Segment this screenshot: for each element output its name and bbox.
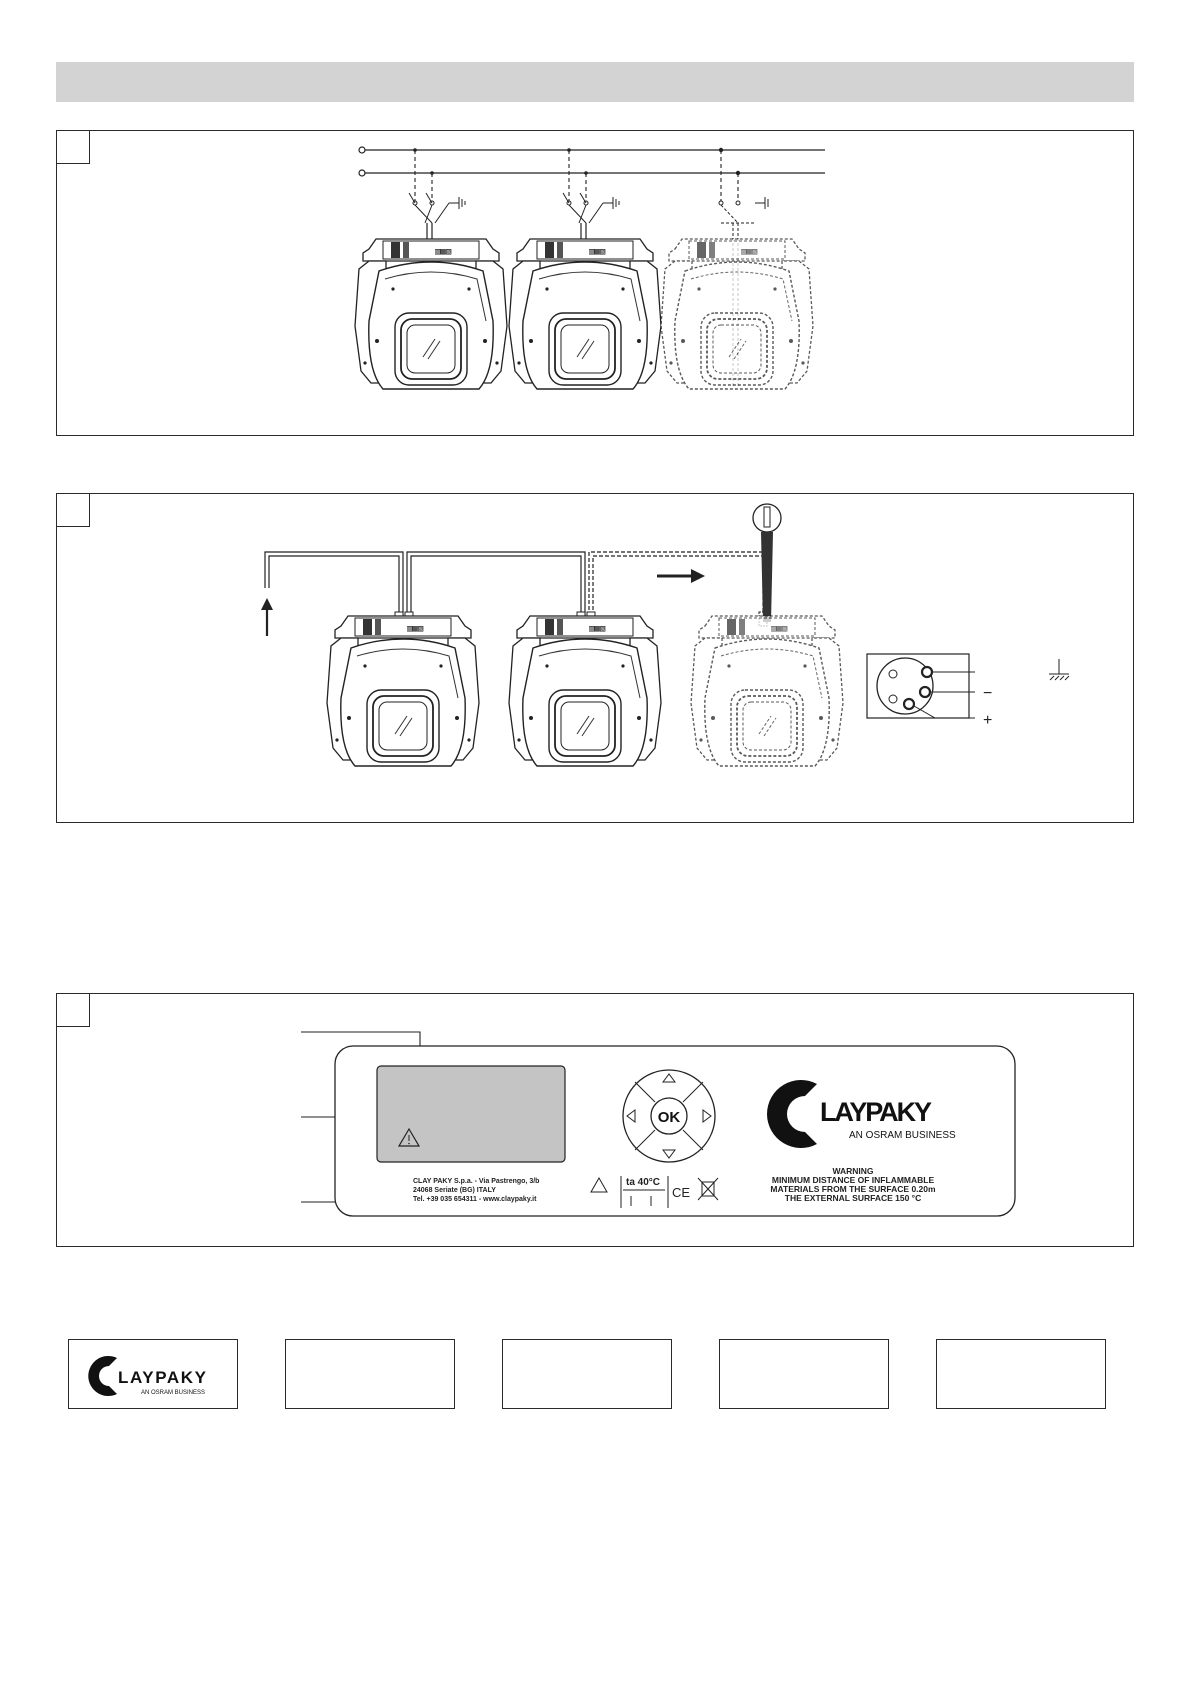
bottom-empty-box-2	[502, 1339, 672, 1409]
ok-button-label[interactable]: OK	[657, 1109, 681, 1126]
xlr-pin-minus: −	[983, 685, 993, 702]
company-address-line2: 24068 Seriate (BG) ITALY	[413, 1187, 496, 1194]
ce-mark: CE	[672, 1185, 691, 1200]
svg-text:C: C	[801, 1097, 822, 1128]
lcd-display	[377, 1066, 565, 1162]
bottom-logo-box	[68, 1339, 238, 1409]
header-band	[56, 62, 1134, 102]
dmx-wiring-diagram	[57, 494, 1135, 824]
warning-title: WARNING	[832, 1166, 874, 1176]
brand-tagline: AN OSRAM BUSINESS	[849, 1130, 956, 1141]
panel-control-display	[56, 993, 1134, 1247]
bottom-brand-name: LAYPAKY	[118, 1368, 206, 1387]
bottom-brand-initial: C	[105, 1369, 118, 1388]
navigation-pad[interactable]	[623, 1070, 715, 1162]
ta-label: ta 40°C	[626, 1177, 661, 1188]
panel-dmx-wiring	[56, 493, 1134, 823]
control-panel-diagram	[57, 994, 1135, 1248]
bottom-empty-box-4	[936, 1339, 1106, 1409]
xlr-pin-plus: +	[983, 712, 993, 729]
bottom-empty-box-3	[719, 1339, 889, 1409]
fixture-2	[509, 239, 661, 389]
bottom-empty-box-1	[285, 1339, 455, 1409]
warning-line-2: MATERIALS FROM THE SURFACE 0.20m	[770, 1184, 936, 1194]
company-address-line1: CLAY PAKY S.p.a. - Via Pastrengo, 3/b	[413, 1178, 540, 1185]
bottom-brand-tagline: AN OSRAM BUSINESS	[141, 1390, 206, 1396]
warning-line-1: MINIMUM DISTANCE OF INFLAMMABLE	[771, 1175, 935, 1185]
fixture-1	[355, 239, 507, 389]
ground-icon	[1049, 659, 1069, 680]
power-wiring-diagram: ▥▦▧	[57, 131, 1135, 437]
warning-line-3: THE EXTERNAL SURFACE 150 °C	[784, 1193, 922, 1203]
brand-name: LAYPAKY	[820, 1097, 932, 1127]
company-address-line3: Tel. +39 035 654311 - www.claypaky.it	[413, 1196, 537, 1203]
fixture-3-optional	[661, 239, 813, 389]
panel-power-wiring	[56, 130, 1134, 436]
